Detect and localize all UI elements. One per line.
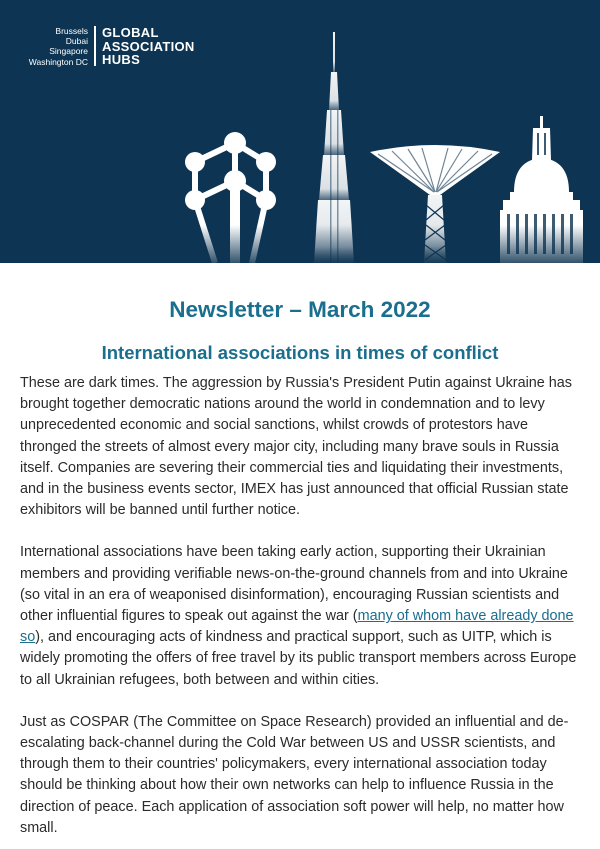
- header-banner: [0, 0, 600, 263]
- paragraph-2-text-before: International associations have been taking early action, supporting their Ukrainian members and providing verifiable news-on-the-ground channels from and into Ukraine (so vital in an era of weaponised disinformation), encouraging Russian scientists and other influential figures to speak out against the war (: [20, 544, 568, 625]
- article-body: [0, 296, 600, 839]
- brand-line-association: ASSOCIATION: [102, 38, 195, 54]
- article-subtitle: International associations in times of conflict: [101, 342, 499, 363]
- many-of-whom-link[interactable]: many of whom have already done so: [20, 608, 574, 646]
- brand-logo[interactable]: [102, 26, 195, 67]
- city-washington-dc: Washington DC: [28, 56, 88, 67]
- paragraph-3-text: Just as COSPAR (The Committee on Space Research) provided an influential and de-escalating back-channel during the Cold War between US and USSR scientists, and through them to their countries' policymakers, every international association today should be thinking about how their own networks can help to influence Russia in the direction of peace. Each application of association soft power will help, no matter how small.: [20, 713, 569, 836]
- paragraph-3: [20, 712, 580, 839]
- brand-line-global: GLOBAL: [102, 25, 159, 40]
- logo-divider: [94, 26, 96, 66]
- city-singapore: Singapore: [49, 46, 88, 57]
- city-dubai: Dubai: [65, 36, 88, 47]
- city-list: [29, 26, 88, 67]
- city-brussels: Brussels: [55, 26, 88, 36]
- paragraph-2-text-after: ), and encouraging acts of kindness and practical support, such as UITP, which is widely promoting the offers of free travel by its public transport members across Europe to all Ukrainian refugees, both between and within cities.: [20, 629, 577, 688]
- skyline-illustration: [0, 0, 600, 263]
- newsletter-title: Newsletter – March 2022: [169, 297, 431, 322]
- paragraph-1-text: These are dark times. The aggression by Russia's President Putin against Ukraine has brought together democratic nations around the world in condemnation and to levy unprecedented economic and social sanctions, whilst crowds of protestors have thronged the streets of almost every major city, including many brave souls in Russia itself. Companies are severing their commercial ties and liquidating their investments, and in the business events sector, IMEX has just announced that official Russian state exhibitors will be banned until further notice.: [20, 375, 573, 519]
- paragraph-2: [20, 542, 580, 690]
- paragraph-1: [20, 373, 580, 521]
- brand-line-hubs: HUBS: [102, 52, 141, 67]
